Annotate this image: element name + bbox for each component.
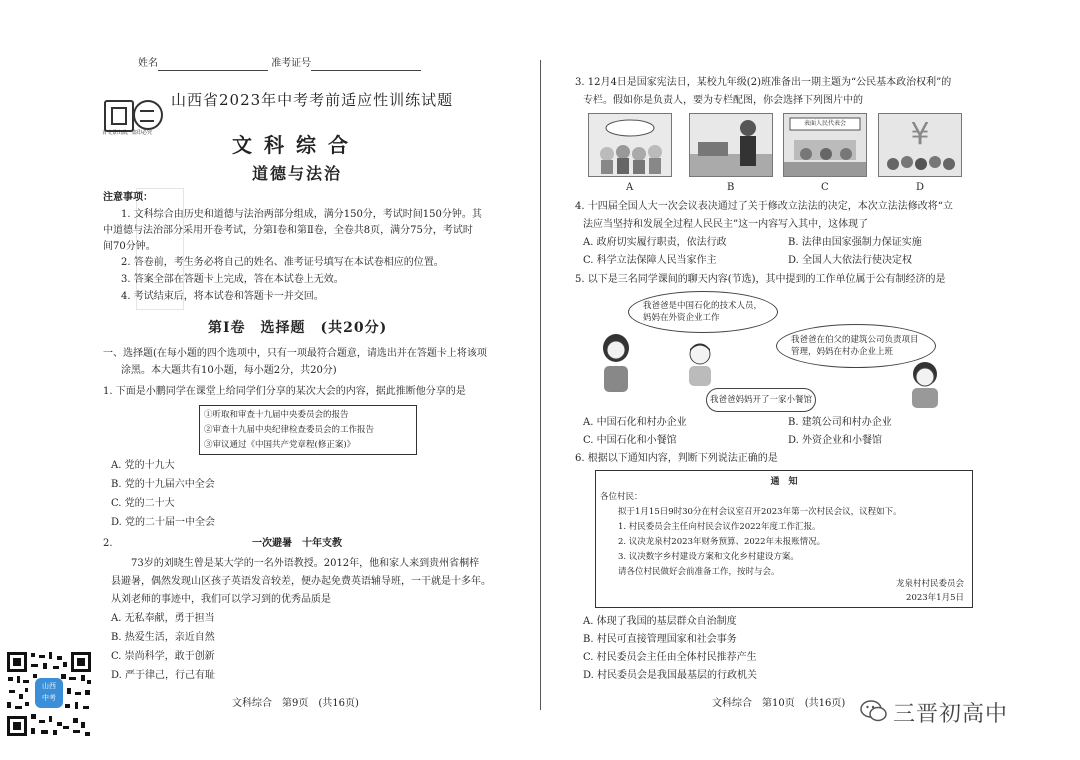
svg-text:¥: ¥ (910, 117, 930, 152)
q2-text-1: 73岁的刘晓生曾是某大学的一名外语教授。2012年，他和家人来到贵州省桐梓 (131, 558, 480, 569)
student-boy-figure (683, 342, 717, 386)
q1-stem: 1. 下面是小鹏同学在课堂上给同学们分享的某次大会的内容，据此推断他分享的是 (103, 386, 466, 397)
q1-option-b: B. 党的十九届六中全会 (111, 479, 215, 490)
notice-line-1: 1. 文科综合由历史和道德与法治两部分组成，满分150分，考试时间150分钟。其 (121, 209, 482, 220)
q1-box (199, 405, 417, 455)
q4-stem-1: 4. 十四届全国人大一次会议表决通过了关于修改立法法的决定，本次立法法修改将“立 (575, 201, 953, 212)
student-girl-icon (596, 332, 636, 392)
q6-notice-box (595, 470, 973, 608)
qr-code[interactable] (5, 650, 93, 738)
section-title: 第Ⅰ卷 选择题 (共20分) (208, 320, 388, 336)
q6-stem: 6. 根据以下通知内容，判断下列说法正确的是 (575, 453, 778, 464)
q3-label-d: D (916, 182, 925, 193)
q6-option-a: A. 体现了我国的基层群众自治制度 (583, 616, 737, 627)
q5-bubble-1: 我爸爸是中国石化的技术人员，妈妈在外资企业工作 (628, 291, 778, 333)
part-intro-2: 涂黑。本大题共有10小题，每小题2分，共20分) (121, 365, 337, 376)
q2-number: 2. (103, 538, 113, 549)
notice-line-3: 间70分钟。 (103, 241, 156, 252)
q3-stem-2: 专栏。假如你是负责人，要为专栏配图，你会选择下列图片中的 (583, 95, 863, 106)
q2-option-b: B. 热爱生活，亲近自然 (111, 632, 215, 643)
q5-stem: 5. 以下是三名同学课间的聊天内容(节选)，其中提到的工作单位属于公有制经济的是 (575, 274, 946, 285)
sub-subject-title: 道德与法治 (252, 164, 343, 183)
q3-picture-c-sign: 表面人民代表会 (803, 120, 846, 127)
q2-text-2: 县避暑，偶然发现山区孩子英语发音较差，便办起免费英语辅导班，一干就是十多年。 (111, 576, 491, 587)
subject-title: 文科综合 (232, 133, 360, 157)
q1-box-item-2: ②审查十九届中央纪律检查委员会的工作报告 (204, 425, 375, 435)
q6-notice-signer: 龙泉村村民委员会 (895, 579, 964, 589)
q5-option-b: B. 建筑公司和村办企业 (788, 417, 892, 428)
q6-notice-line-2: 1. 村民委员会主任向村民会议作2022年度工作汇报。 (618, 522, 821, 532)
q5-option-d: D. 外资企业和小餐馆 (788, 435, 883, 446)
q3-picture-a-illustration (589, 114, 671, 176)
q4-option-d: D. 全国人大依法行使决定权 (788, 255, 913, 266)
logo-caption: 青文景出品，盗印必究 (102, 130, 153, 136)
q3-picture-a[interactable] (588, 113, 672, 177)
q4-option-a: A. 政府切实履行职责，依法行政 (583, 237, 727, 248)
notice-line-6: 4. 考试结束后，将本试卷和答题卡一并交回。 (121, 291, 324, 302)
q6-notice-title: 通 知 (770, 477, 798, 487)
q4-stem-2: 法应当坚持和发展全过程人民民主”这一内容写入其中，这体现了 (583, 219, 869, 230)
q3-picture-b[interactable] (689, 113, 773, 177)
q2-option-a: A. 无私奉献，勇于担当 (111, 613, 215, 624)
q6-notice-greeting: 各位村民： (600, 492, 643, 502)
name-underline (158, 60, 268, 71)
publisher-logo-icon (104, 100, 134, 132)
q3-picture-b-illustration (690, 114, 772, 176)
q6-notice-line-3: 2. 议决龙泉村2023年财务预算、2022年未报账情况。 (618, 537, 826, 547)
right-footer: 文科综合 第10页 (共16页) (712, 698, 846, 709)
exam-no-label: 准考证号 (271, 58, 312, 69)
q2-title: 一次避暑 十年支教 (252, 538, 342, 549)
student-boy-icon (683, 342, 717, 386)
q1-option-d: D. 党的二十届一中全会 (111, 517, 216, 528)
q3-picture-c[interactable] (783, 113, 867, 177)
q3-picture-d[interactable] (878, 113, 962, 177)
notice-line-5: 3. 答案全部在答题卡上完成，答在本试卷上无效。 (121, 274, 344, 285)
student-third-icon (906, 362, 944, 408)
student-third-figure (906, 362, 944, 408)
watermark-text: 三晋初高中 (893, 702, 1009, 727)
q1-box-item-1: ①听取和审查十九届中央委员会的报告 (204, 410, 349, 420)
wechat-icon (860, 700, 888, 722)
exam-title: 山西省2023年中考考前适应性训练试题 (171, 91, 454, 109)
q6-notice-line-4: 3. 议决数字乡村建设方案和文化乡村建设方案。 (618, 552, 799, 562)
student-girl-figure (596, 332, 636, 392)
wechat-icon-svg (860, 700, 888, 722)
q4-option-c: C. 科学立法保障人民当家作主 (583, 255, 717, 266)
notice-heading: 注意事项： (103, 192, 153, 203)
q3-label-b: B (727, 182, 735, 193)
name-field (138, 57, 421, 71)
page-divider (540, 60, 541, 710)
publisher-seal-icon (133, 100, 163, 130)
notice-line-4: 2. 答卷前，考生务必将自己的姓名、准考证号填写在本试卷相应的位置。 (121, 257, 444, 268)
q5-bubble-2: 我爸爸在伯父的建筑公司负责项目管理，妈妈在村办企业上班 (776, 324, 936, 368)
name-label: 姓名 (138, 58, 158, 69)
q6-option-d: D. 村民委员会是我国最基层的行政机关 (583, 670, 758, 681)
q3-label-c: C (821, 182, 829, 193)
q6-option-b: B. 村民可直接管理国家和社会事务 (583, 634, 737, 645)
q6-option-c: C. 村民委员会主任由全体村民推荐产生 (583, 652, 757, 663)
q3-stem-1: 3. 12月4日是国家宪法日，某校九年级(2)班准备出一期主题为“公民基本政治权利”的 (575, 77, 952, 88)
q1-option-c: C. 党的二十大 (111, 498, 175, 509)
q2-option-d: D. 严于律己，行己有耻 (111, 670, 216, 681)
q2-option-c: C. 崇尚科学，敢于创新 (111, 651, 215, 662)
qr-badge: 山西 中考 (42, 682, 56, 702)
q5-option-a: A. 中国石化和村办企业 (583, 417, 687, 428)
q3-label-a: A (626, 182, 634, 193)
exam-no-underline (311, 60, 421, 71)
left-footer: 文科综合 第9页 (共16页) (232, 698, 359, 709)
q6-notice-line-5: 请各位村民做好会前准备工作，按时与会。 (618, 567, 780, 577)
part-intro-1: 一、选择题(在每小题的四个选项中，只有一项最符合题意，请选出并在答题卡上将该项 (103, 348, 487, 359)
q1-box-item-3: ③审议通过《中国共产党章程(修正案)》 (204, 440, 356, 450)
q5-bubble-3: 我爸爸妈妈开了一家小餐馆 (706, 388, 816, 412)
q6-notice-date: 2023年1月5日 (906, 593, 964, 603)
q6-notice-line-1: 拟于1月15日9时30分在村会议室召开2023年第一次村民会议，议程如下。 (618, 507, 902, 517)
q4-option-b: B. 法律由国家强制力保证实施 (788, 237, 922, 248)
notice-line-2: 中道德与法治部分采用开卷考试，分第Ⅰ卷和第Ⅱ卷，全卷共8页，满分75分，考试时 (103, 225, 473, 236)
q1-option-a: A. 党的十九大 (111, 460, 175, 471)
q3-picture-d-illustration (879, 114, 961, 176)
q2-stem: 从刘老师的事迹中，我们可以学习到的优秀品质是 (111, 594, 331, 605)
q5-option-c: C. 中国石化和小餐馆 (583, 435, 677, 446)
